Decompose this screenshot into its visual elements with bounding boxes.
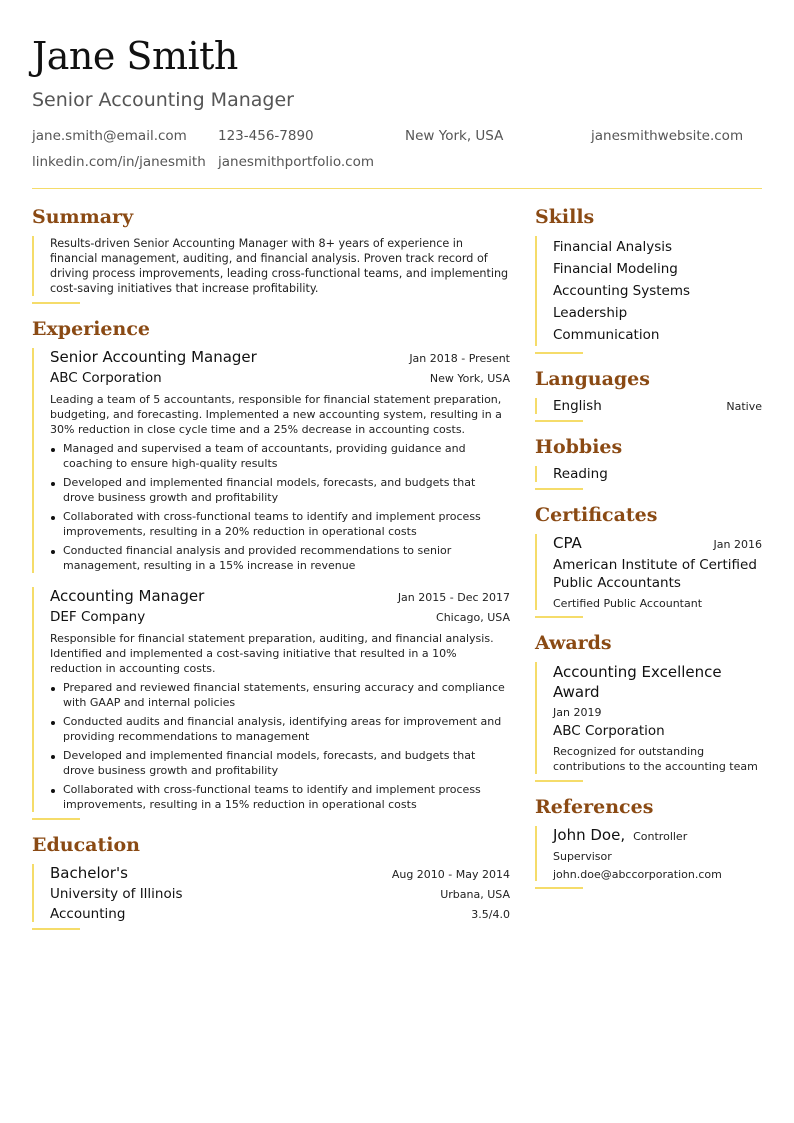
portfolio-link[interactable]: janesmithportfolio.com <box>218 154 375 170</box>
school-location: Urbana, USA <box>440 888 510 901</box>
company-name: DEF Company <box>50 609 146 625</box>
section-divider <box>535 420 583 422</box>
job-bullet: Managed and supervised a team of accountants, providing guidance and coaching to ensure high-quality results <box>50 441 510 471</box>
skill-item: Communication <box>553 327 660 343</box>
section-title-summary: Summary <box>32 206 134 228</box>
section-divider <box>535 616 583 618</box>
contact-info <box>32 128 762 180</box>
job-bullet: Collaborated with cross-functional teams to identify and implement process improvements, resulting in a 20% reduction in operational costs <box>50 509 510 539</box>
section-title-experience: Experience <box>32 318 150 340</box>
job-location: Chicago, USA <box>436 611 510 624</box>
side-column <box>535 206 762 903</box>
job-description: Responsible for financial statement preparation, auditing, and financial analysis. Identified and implemented a cost-saving initiative that resulted in a 10% reduction in accounting costs. <box>50 632 494 675</box>
job-bullet: Developed and implemented financial models, forecasts, and budgets that drove business growth and profitability <box>50 748 510 778</box>
job-bullet: Conducted financial analysis and provided recommendations to senior management, resulting in a 15% increase in revenue <box>50 543 510 573</box>
field-of-study: Accounting <box>50 906 126 922</box>
candidate-name: Jane Smith <box>32 34 238 78</box>
section-title-education: Education <box>32 834 140 856</box>
job-bullet: Conducted audits and financial analysis, identifying areas for improvement and providing recommendations to management <box>50 714 510 744</box>
reference-name: John Doe, <box>553 826 626 844</box>
award-organization: ABC Corporation <box>553 723 665 739</box>
main-column <box>32 206 510 944</box>
candidate-title: Senior Accounting Manager <box>32 89 294 111</box>
skill-item: Financial Analysis <box>553 239 673 255</box>
job-bullets <box>50 441 510 573</box>
section-title-languages: Languages <box>535 368 650 390</box>
summary-text: Results-driven Senior Accounting Manager with 8+ years of experience in financial management, auditing, and financial analysis. Proven track record of driving process improvements, leading cross-functional teams, and implementing cost-saving initiatives that increase profitability. <box>50 237 509 295</box>
certificates-section <box>535 504 762 618</box>
job-bullet: Collaborated with cross-functional teams to identify and implement process improvements, resulting in a 15% reduction in operational costs <box>50 782 510 812</box>
award-description: Recognized for outstanding contributions to the accounting team <box>553 745 758 773</box>
phone-number: 123-456-7890 <box>218 128 314 144</box>
job-bullet: Prepared and reviewed financial statements, ensuring accuracy and compliance with GAAP and internal policies <box>50 680 510 710</box>
award-date: Jan 2019 <box>553 706 602 719</box>
skill-item: Accounting Systems <box>553 283 691 299</box>
section-title-awards: Awards <box>535 632 612 654</box>
awards-section <box>535 632 762 782</box>
experience-section <box>32 318 510 820</box>
job-location: New York, USA <box>429 372 510 385</box>
header-divider <box>32 188 762 189</box>
award-name: Accounting Excellence Award <box>553 663 722 701</box>
gpa: 3.5/4.0 <box>471 908 510 921</box>
certificate-issuer: American Institute of Certified Public Accountants <box>553 557 757 591</box>
experience-entry <box>32 587 510 812</box>
degree: Bachelor's <box>50 864 128 882</box>
job-title: Senior Accounting Manager <box>50 348 257 366</box>
education-dates: Aug 2010 - May 2014 <box>391 868 510 881</box>
linkedin-link[interactable]: linkedin.com/in/janesmith <box>32 154 206 170</box>
summary-section <box>32 206 510 304</box>
section-title-hobbies: Hobbies <box>535 436 623 458</box>
language-name: English <box>553 398 602 414</box>
section-divider <box>535 488 583 490</box>
company-name: ABC Corporation <box>50 370 162 386</box>
experience-entry <box>32 348 510 573</box>
location: New York, USA <box>405 128 504 144</box>
section-divider <box>535 352 583 354</box>
skill-item: Financial Modeling <box>553 261 678 277</box>
section-divider <box>32 928 80 930</box>
section-divider <box>32 818 80 820</box>
certificate-name: CPA <box>553 534 582 552</box>
skill-item: Leadership <box>553 305 628 321</box>
reference-relation: Supervisor <box>553 850 612 863</box>
language-level: Native <box>726 400 762 413</box>
skills-section <box>535 206 762 354</box>
section-divider <box>535 780 583 782</box>
school-name: University of Illinois <box>50 886 183 902</box>
references-section <box>535 796 762 889</box>
education-section <box>32 834 510 930</box>
job-dates: Jan 2018 - Present <box>409 352 510 365</box>
hobby-item: Reading <box>553 466 608 482</box>
reference-role: Controller <box>633 830 688 843</box>
email-link[interactable]: jane.smith@email.com <box>32 128 187 144</box>
section-title-skills: Skills <box>535 206 595 228</box>
job-bullets <box>50 680 510 812</box>
job-title: Accounting Manager <box>50 587 205 605</box>
reference-email[interactable]: john.doe@abccorporation.com <box>553 868 722 881</box>
languages-section <box>535 368 762 422</box>
section-divider <box>32 302 80 304</box>
job-description: Leading a team of 5 accountants, responsible for financial statement preparation, budgeting, and forecasting. Implemented a new accounting system, resulting in a 30% reduction in close cycle time and a 25% decrease in accounting costs. <box>50 393 502 436</box>
job-bullet: Developed and implemented financial models, forecasts, and budgets that drove business growth and profitability <box>50 475 510 505</box>
section-title-references: References <box>535 796 654 818</box>
job-dates: Jan 2015 - Dec 2017 <box>397 591 510 604</box>
section-title-certificates: Certificates <box>535 504 658 526</box>
certificate-description: Certified Public Accountant <box>553 597 703 610</box>
website-link[interactable]: janesmithwebsite.com <box>591 128 744 144</box>
hobbies-section <box>535 436 762 490</box>
certificate-date: Jan 2016 <box>713 538 762 551</box>
section-divider <box>535 887 583 889</box>
